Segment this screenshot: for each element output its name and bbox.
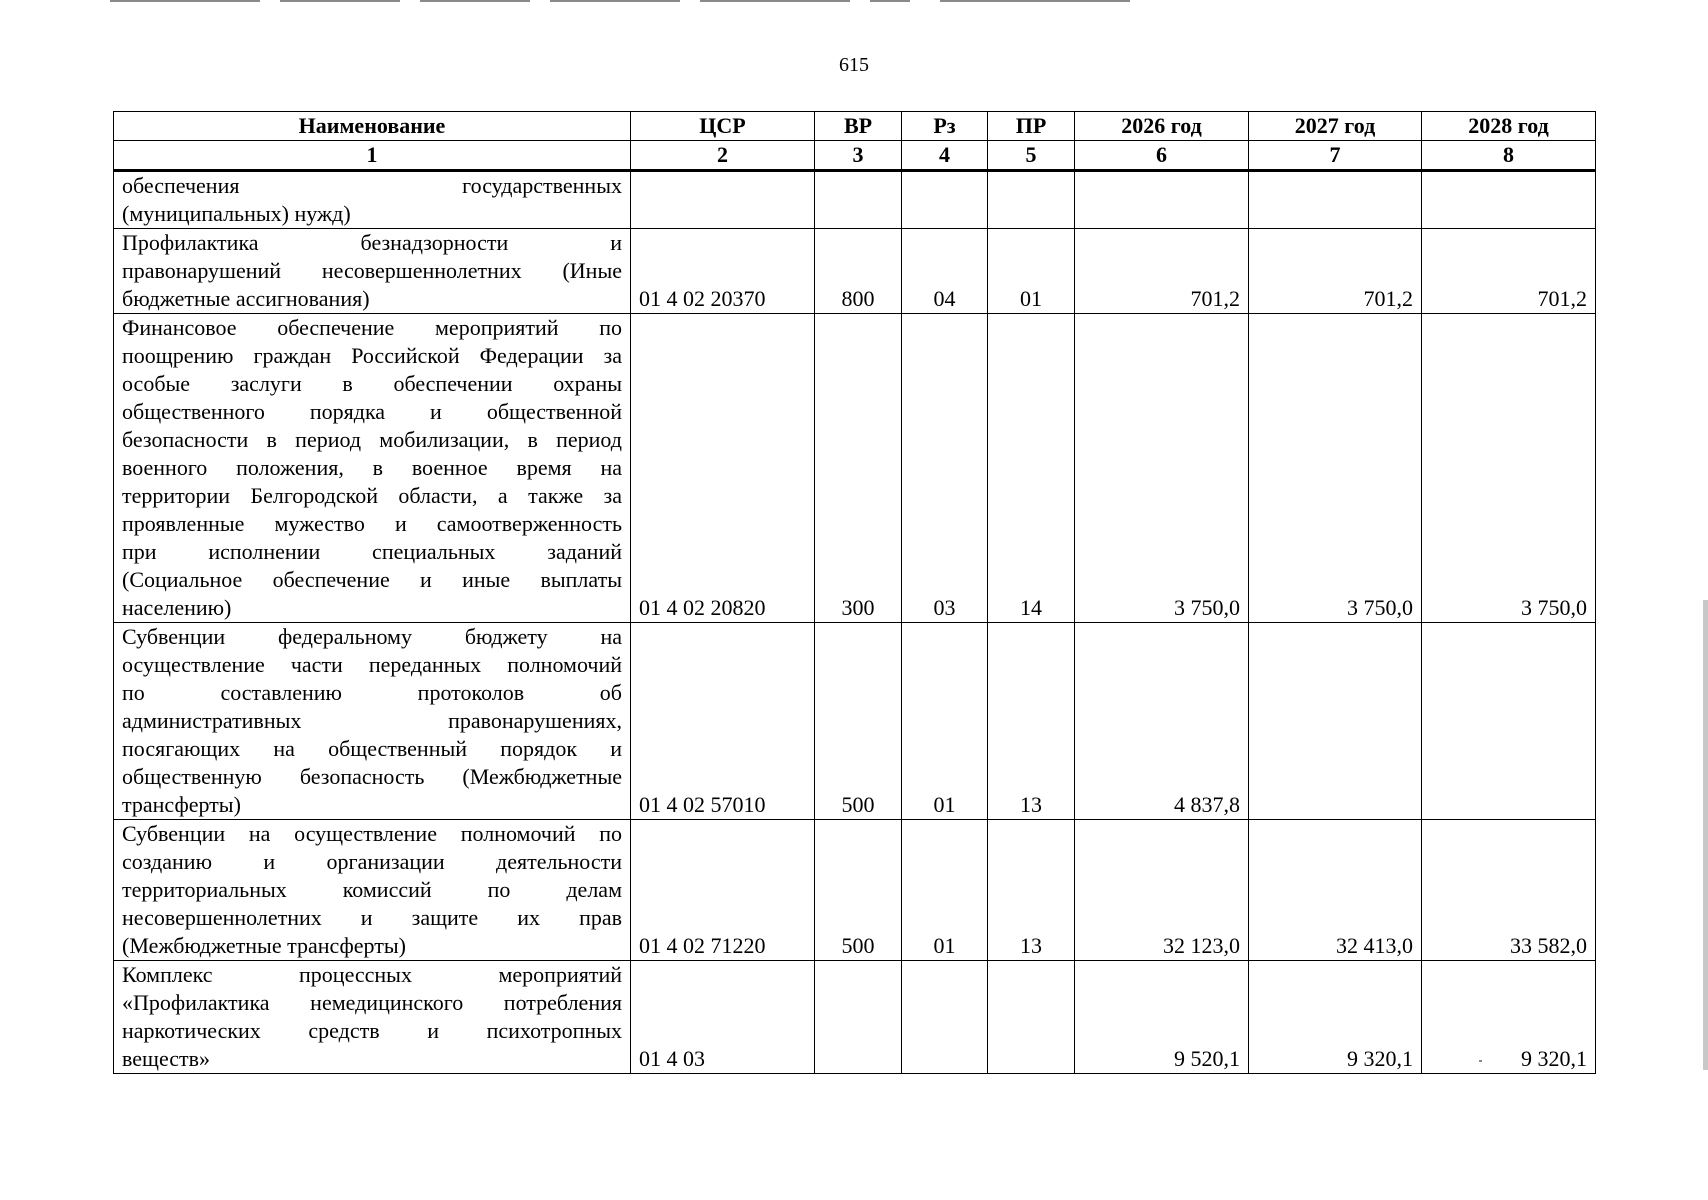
row-amount-2027: 701,2: [1249, 229, 1422, 314]
header-2027: 2027 год: [1249, 112, 1422, 141]
row-amount-2028: [1422, 623, 1596, 820]
table-row: [114, 314, 1596, 623]
row-name-line: «Профилактика немедицинского потребления: [122, 990, 622, 1015]
row-amount-2028: [1422, 171, 1596, 229]
row-name-line: посягающих на общественный порядок и: [122, 736, 622, 761]
row-name: [114, 171, 631, 229]
row-amount-2027: [1249, 171, 1422, 229]
row-amount-2028: 9 320,1: [1422, 961, 1596, 1074]
row-csr: [631, 171, 815, 229]
header-rz: Рз: [902, 112, 988, 141]
row-amount-2027: 32 413,0: [1249, 820, 1422, 961]
row-amount-2026: [1075, 171, 1249, 229]
row-amount-2026: 4 837,8: [1075, 623, 1249, 820]
table-row: [114, 623, 1596, 820]
row-name-line: созданию и организации деятельности: [122, 849, 622, 874]
row-name-line: территориальных комиссий по делам: [122, 877, 622, 902]
row-pr: [988, 171, 1075, 229]
column-number: 2: [631, 141, 815, 171]
row-name-line: обеспечения государственных: [122, 173, 622, 198]
row-name-line: осуществление части переданных полномочий: [122, 652, 622, 677]
row-csr: 01 4 02 20370: [631, 229, 815, 314]
header-vr: ВР: [815, 112, 902, 141]
row-csr: 01 4 02 20820: [631, 314, 815, 623]
row-pr: [988, 961, 1075, 1074]
row-pr: 01: [988, 229, 1075, 314]
row-name: [114, 229, 631, 314]
row-amount-2027: 3 750,0: [1249, 314, 1422, 623]
row-rz: 01: [902, 820, 988, 961]
row-name-line: Комплекс процессных мероприятий: [122, 962, 622, 987]
row-rz: [902, 171, 988, 229]
row-name-line: трансферты): [122, 792, 241, 817]
row-name-line: Субвенции федеральному бюджету на: [122, 624, 622, 649]
page-number: 615: [839, 54, 869, 76]
row-amount-2028: 3 750,0: [1422, 314, 1596, 623]
row-name-line: проявленные мужество и самоотверженность: [122, 511, 622, 536]
row-pr: 13: [988, 820, 1075, 961]
column-number: 3: [815, 141, 902, 171]
row-name-line: поощрению граждан Российской Федерации за: [122, 343, 622, 368]
row-name-line: (Межбюджетные трансферты): [122, 933, 406, 958]
row-name-line: административных правонарушениях,: [122, 708, 622, 733]
row-amount-2026: 701,2: [1075, 229, 1249, 314]
row-name-line: веществ»: [122, 1046, 211, 1071]
row-pr: 13: [988, 623, 1075, 820]
row-name-line: безопасности в период мобилизации, в период: [122, 427, 622, 452]
row-vr: [815, 171, 902, 229]
row-csr: 01 4 03: [631, 961, 815, 1074]
row-name-line: особые заслуги в обеспечении охраны: [122, 371, 622, 396]
row-vr: 800: [815, 229, 902, 314]
row-vr: 500: [815, 623, 902, 820]
column-number: 4: [902, 141, 988, 171]
row-vr: 300: [815, 314, 902, 623]
column-number-row: [114, 141, 1596, 171]
row-amount-2028: 33 582,0: [1422, 820, 1596, 961]
row-vr: 500: [815, 820, 902, 961]
row-name-line: военного положения, в военное время на: [122, 455, 622, 480]
column-number: 8: [1422, 141, 1596, 171]
row-amount-2027: [1249, 623, 1422, 820]
row-name-line: Финансовое обеспечение мероприятий по: [122, 315, 622, 340]
table-row: [114, 229, 1596, 314]
column-number: 6: [1075, 141, 1249, 171]
row-name-line: (муниципальных) нужд): [122, 201, 351, 226]
row-name: [114, 961, 631, 1074]
header-csr: ЦСР: [631, 112, 815, 141]
table-row: [114, 820, 1596, 961]
row-amount-2028: 701,2: [1422, 229, 1596, 314]
row-amount-2027: 9 320,1: [1249, 961, 1422, 1074]
row-name-line: правонарушений несовершеннолетних (Иные: [122, 258, 622, 283]
row-name: [114, 623, 631, 820]
header-name: Наименование: [114, 112, 631, 141]
table-body: [114, 171, 1596, 1074]
row-name-line: общественного порядка и общественной: [122, 399, 622, 424]
header-2026: 2026 год: [1075, 112, 1249, 141]
budget-table: [113, 111, 1596, 1074]
row-csr: 01 4 02 57010: [631, 623, 815, 820]
row-name-line: наркотических средств и психотропных: [122, 1018, 622, 1043]
row-name-line: по составлению протоколов об: [122, 680, 622, 705]
row-name: [114, 314, 631, 623]
row-name-line: общественную безопасность (Межбюджетные: [122, 764, 622, 789]
row-csr: 01 4 02 71220: [631, 820, 815, 961]
row-name-line: несовершеннолетних и защите их прав: [122, 905, 622, 930]
header-2028: 2028 год: [1422, 112, 1596, 141]
row-rz: [902, 961, 988, 1074]
scan-edge: [1703, 600, 1708, 1070]
row-amount-2026: 32 123,0: [1075, 820, 1249, 961]
column-number: 7: [1249, 141, 1422, 171]
row-name: [114, 820, 631, 961]
column-number: 1: [114, 141, 631, 171]
scan-artifact-top: [110, 0, 1130, 2]
row-name-line: при исполнении специальных заданий: [122, 539, 622, 564]
column-number: 5: [988, 141, 1075, 171]
row-name-line: Профилактика безнадзорности и: [122, 230, 622, 255]
row-rz: 04: [902, 229, 988, 314]
row-rz: 03: [902, 314, 988, 623]
row-amount-2026: 9 520,1: [1075, 961, 1249, 1074]
row-amount-2026: 3 750,0: [1075, 314, 1249, 623]
header-row: [114, 112, 1596, 141]
row-name-line: Субвенции на осуществление полномочий по: [122, 821, 622, 846]
table-row: [114, 171, 1596, 229]
table-row: [114, 961, 1596, 1074]
row-name-line: бюджетные ассигнования): [122, 286, 370, 311]
row-name-line: населению): [122, 595, 232, 620]
row-pr: 14: [988, 314, 1075, 623]
row-vr: [815, 961, 902, 1074]
header-pr: ПР: [988, 112, 1075, 141]
row-name-line: (Социальное обеспечение и иные выплаты: [122, 567, 622, 592]
row-rz: 01: [902, 623, 988, 820]
row-name-line: территории Белгородской области, а также за: [122, 483, 622, 508]
